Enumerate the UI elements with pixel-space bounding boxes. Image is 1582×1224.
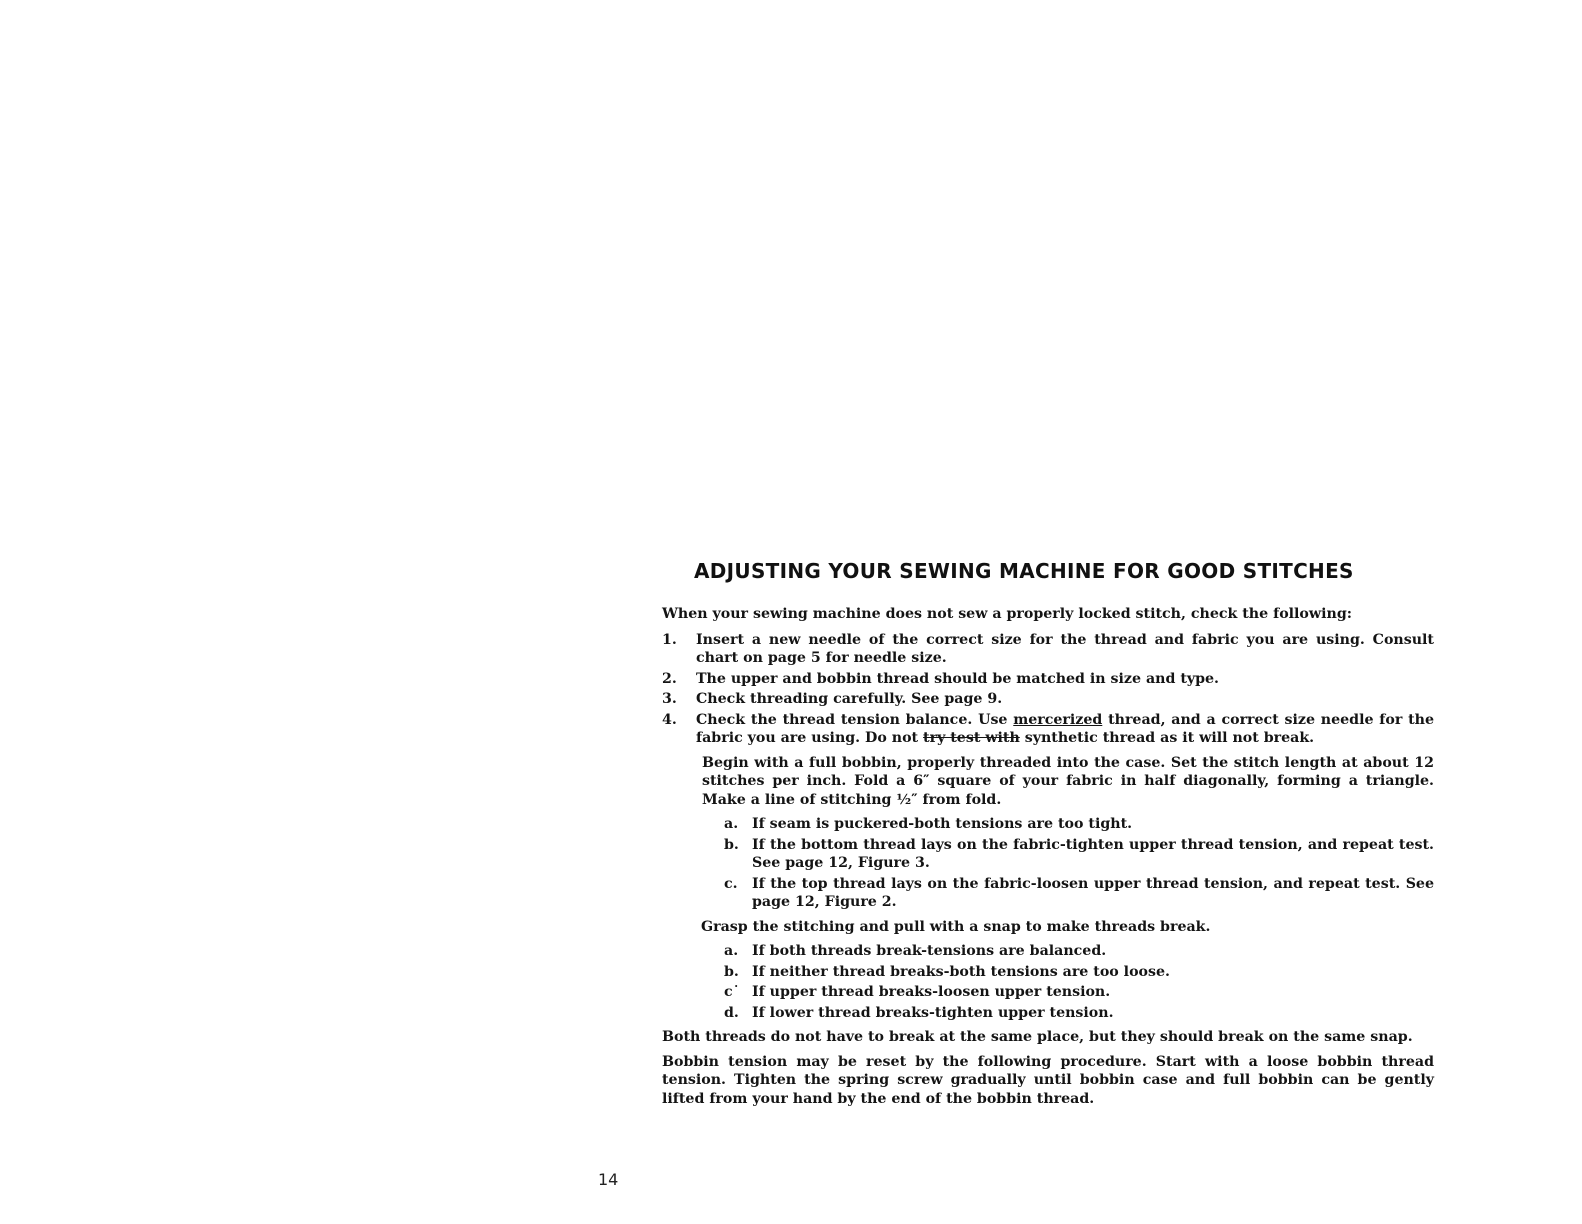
step-item — [662, 711, 1434, 748]
check-item — [724, 942, 1434, 961]
step-item — [662, 690, 1434, 709]
check-letter: a. — [724, 943, 739, 959]
page-number: 14 — [598, 1170, 619, 1189]
step-number: 1. — [662, 631, 677, 648]
step-number: 2. — [662, 670, 677, 687]
instructions-body — [662, 605, 1434, 1114]
step-text: Insert a new needle of the correct size for the thread and fabric you are using. Consult chart on page 5 for needle size. — [696, 631, 1434, 666]
check-letter: a. — [724, 816, 739, 832]
seam-checks-list — [724, 815, 1434, 912]
step-text — [696, 711, 1434, 748]
bobbin-tension-paragraph: Bobbin tension may be reset by the following procedure. Start with a loose bobbin thread tension. Tighten the spring screw gradually until bobbin case and full bobbin can be gently lifted from your hand by the end of the bobbin thread. — [662, 1053, 1434, 1107]
check-text: If upper thread breaks-loosen upper tension. — [752, 984, 1111, 1000]
step-text: The upper and bobbin thread should be matched in size and type. — [696, 670, 1219, 687]
check-item — [724, 815, 1434, 834]
check-item — [724, 875, 1434, 912]
steps-list — [662, 631, 1434, 748]
step-number: 4. — [662, 711, 677, 728]
check-text: If lower thread breaks-tighten upper tension. — [752, 1004, 1114, 1021]
check-text: If both threads break-tensions are balanced. — [752, 943, 1107, 959]
underlined-word: mercerized — [1013, 711, 1103, 728]
step-number: 3. — [662, 691, 677, 707]
check-text: If the bottom thread lays on the fabric-tighten upper thread tension, and repeat test. See page 12, Figure 3. — [752, 836, 1434, 871]
step-text-part: thread, and a correct size needle for the fabric you are using. Do not — [696, 711, 1434, 746]
check-item — [724, 836, 1434, 873]
intro-paragraph: When your sewing machine does not sew a properly locked stitch, check the following: — [662, 606, 1352, 622]
step-text-part: synthetic thread as it will not break. — [1019, 730, 1315, 746]
check-letter: c˙ — [724, 984, 740, 1000]
step-item — [662, 631, 1434, 668]
check-text: If seam is puckered-both tensions are too tight. — [752, 816, 1133, 832]
break-note-paragraph: Both threads do not have to break at the same place, but they should break on the same snap. — [662, 1029, 1413, 1045]
page-heading: ADJUSTING YOUR SEWING MACHINE FOR GOOD STITCHES — [694, 559, 1354, 583]
test-setup-paragraph: Begin with a full bobbin, properly threaded into the case. Set the stitch length at about 12 stitches per inch. Fold a 6″ square of your fabric in half diagonally, forming a triangle. Make a line of stitching ½″ from fold. — [702, 754, 1434, 808]
check-text: If the top thread lays on the fabric-loosen upper thread tension, and repeat test. See page 12, Figure 2. — [752, 875, 1434, 910]
step-text-part: Check the thread tension balance. Use — [696, 711, 1014, 728]
snap-test-paragraph: Grasp the stitching and pull with a snap to make threads break. — [701, 918, 1211, 935]
struck-text: try test with — [923, 730, 1020, 746]
check-item — [724, 1004, 1434, 1023]
check-letter: d. — [724, 1004, 739, 1021]
check-item — [724, 983, 1434, 1002]
check-letter: b. — [724, 836, 739, 853]
check-text: If neither thread breaks-both tensions are too loose. — [752, 963, 1170, 980]
check-item — [724, 963, 1434, 982]
check-letter: b. — [724, 963, 739, 980]
step-text: Check threading carefully. See page 9. — [696, 691, 1003, 707]
snap-checks-list — [724, 942, 1434, 1022]
step-item — [662, 670, 1434, 689]
check-letter: c. — [724, 875, 738, 892]
